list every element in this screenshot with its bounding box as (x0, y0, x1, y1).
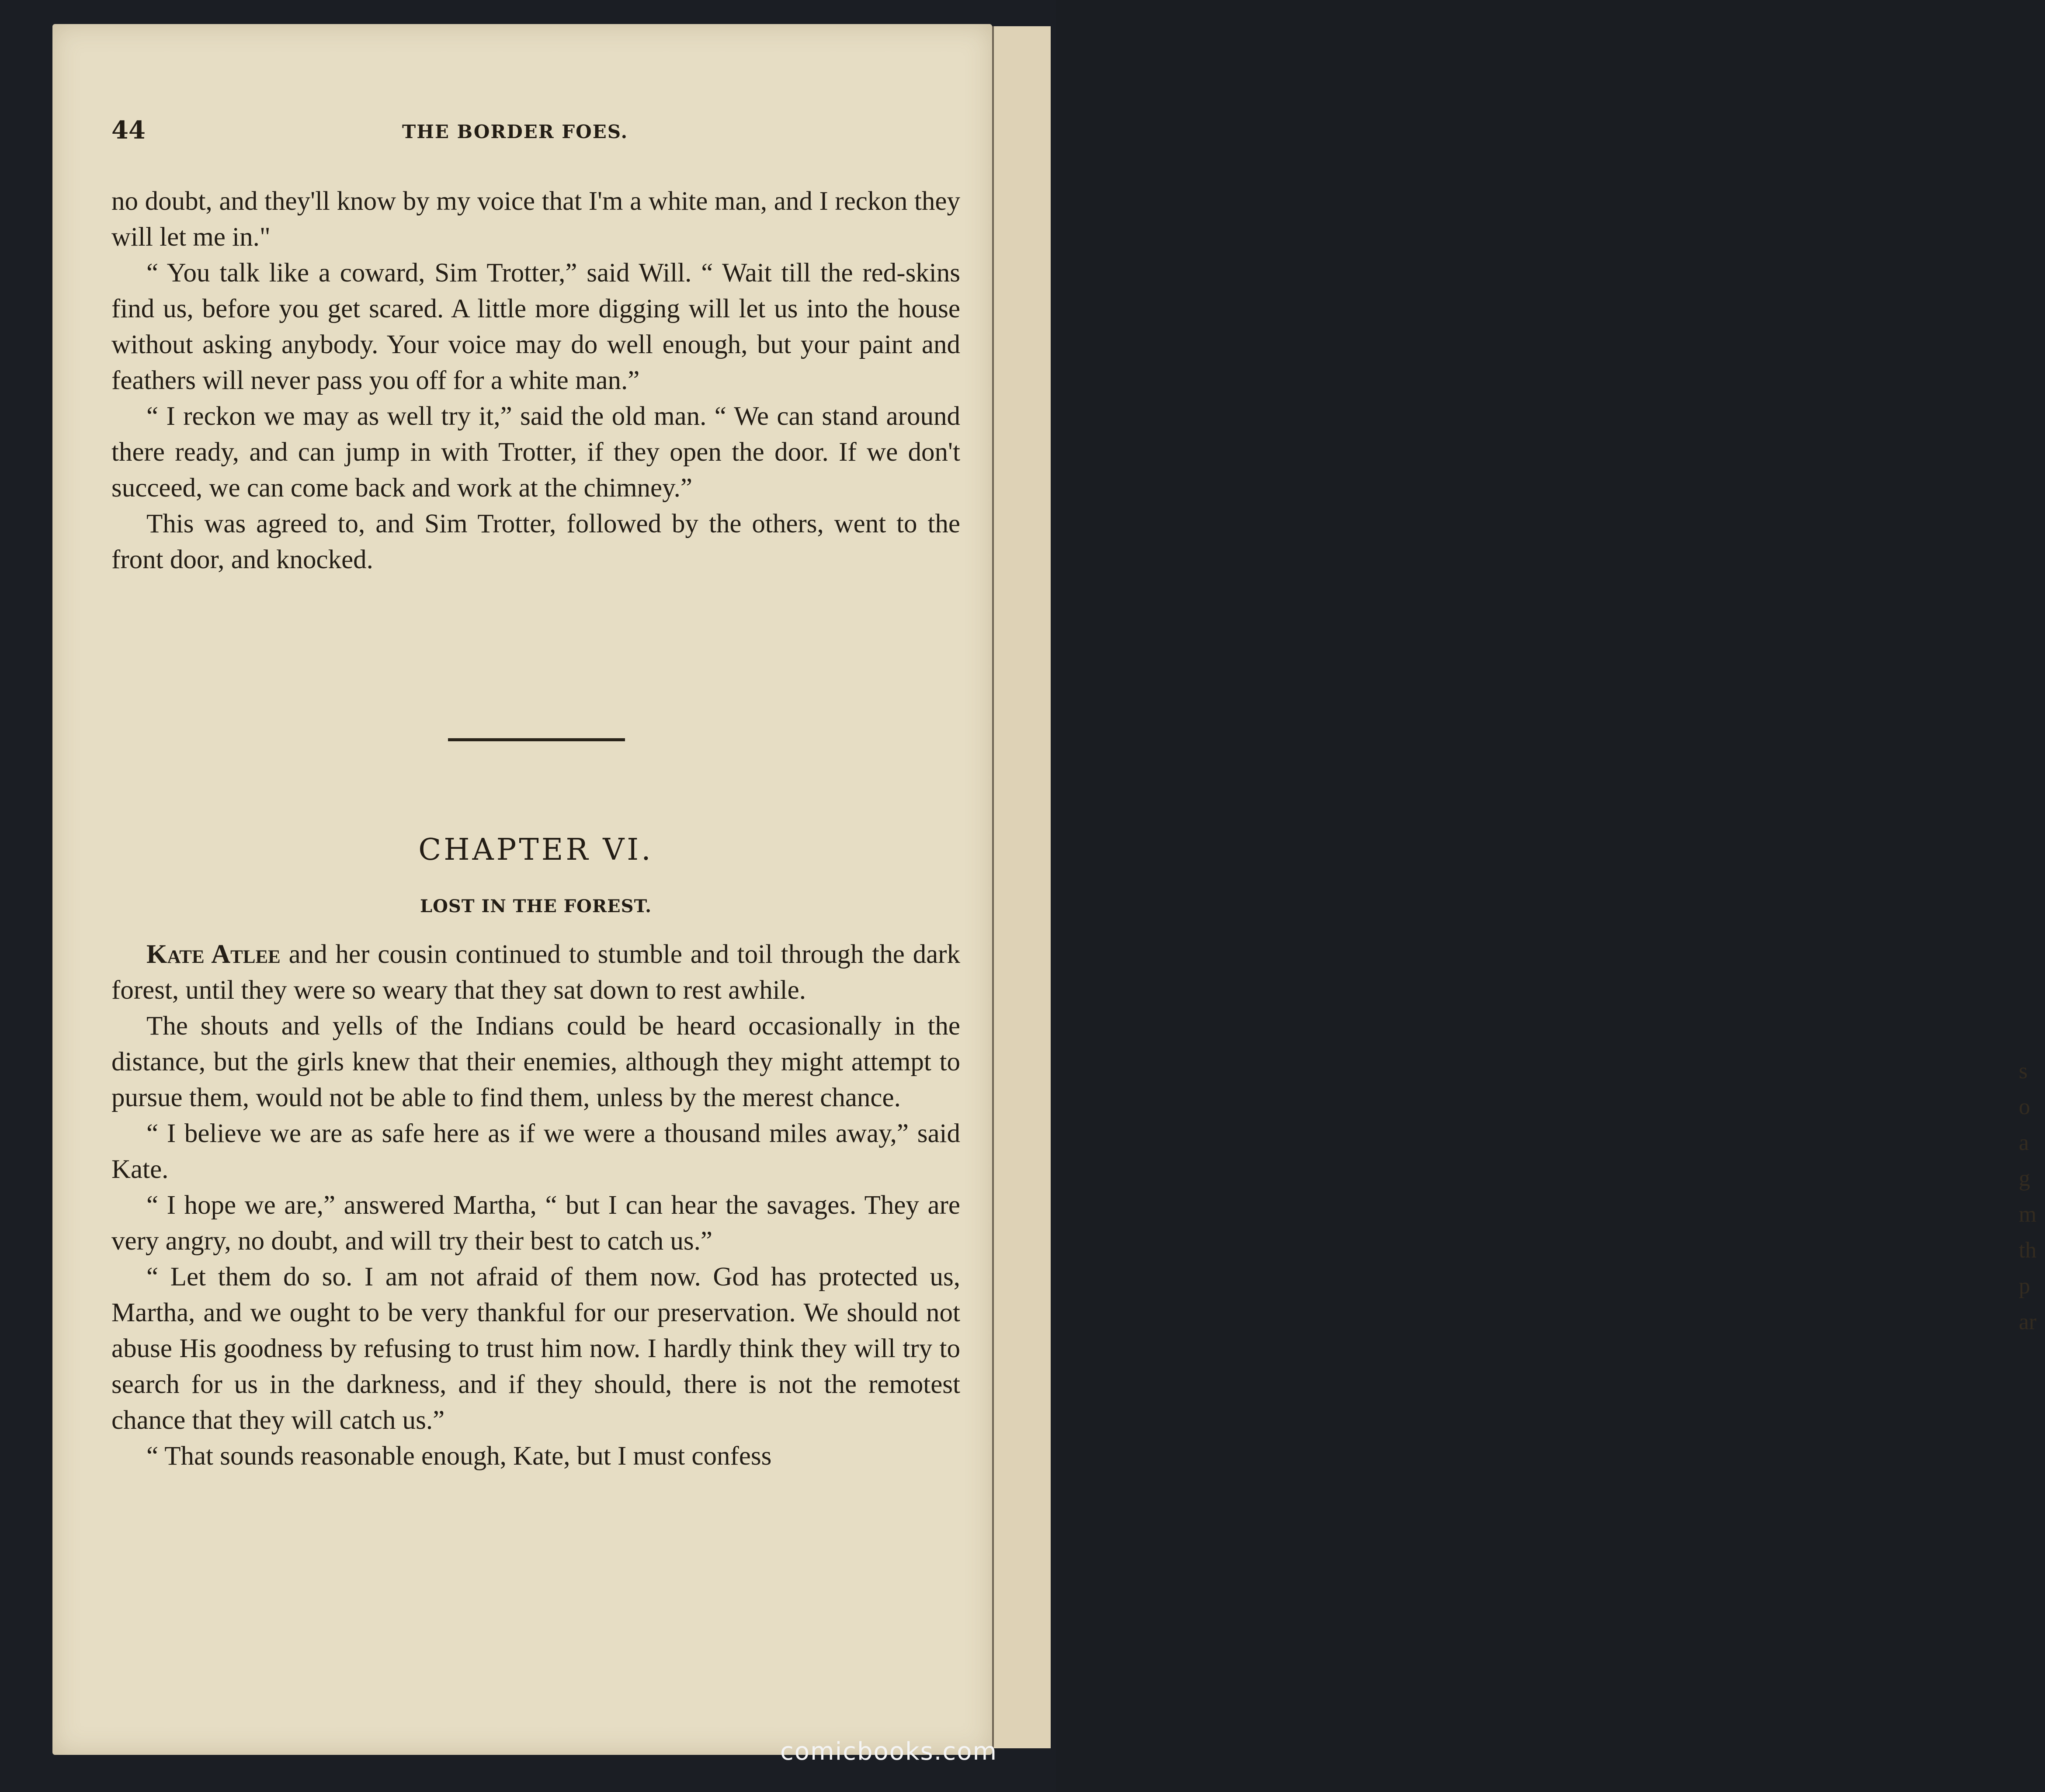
facing-page-letter: m (2019, 1202, 2037, 1227)
opening-text: and her cousin continued to stumble and toil through the dark forest, until they were so weary that they sat down to rest awhile. (111, 940, 960, 1005)
facing-page-letter: s (2019, 1059, 2028, 1084)
facing-page-letter: ar (2019, 1309, 2037, 1334)
facing-page-letter: th (2019, 1238, 2037, 1263)
chapter-heading: CHAPTER VI. (418, 833, 653, 867)
paragraph: “ I hope we are,” answered Martha, “ but I can hear the savages. They are very angry, no doubt, and will try their best to catch us.” (111, 1191, 960, 1256)
paragraph: no doubt, and they'll know by my voice that I'm a white man, and I reckon they will let me in." (111, 187, 960, 252)
facing-page-letter: a (2019, 1130, 2029, 1155)
facing-page-letter: o (2019, 1094, 2030, 1119)
running-head (111, 116, 964, 151)
paragraph: This was agreed to, and Sim Trotter, followed by the others, went to the front door, and knocked. (111, 509, 960, 574)
passage-after-chapter (111, 937, 960, 1474)
opening-name: Kate Atlee (146, 940, 281, 969)
paragraph: “ You talk like a coward, Sim Trotter,” said Will. “ Wait till the red-skins find us, before you get scared. A little more digging will let us into the house without asking anybody. Your voice may do well enough, but your paint and feathers will never pass you off for a white man.” (111, 258, 960, 395)
paragraph: The shouts and yells of the Indians could be heard occasionally in the distance, but the girls knew that their enemies, although they might attempt to pursue them, would not be able to find them, unless by the merest chance. (111, 1011, 960, 1112)
chapter-subtitle: LOST IN THE FOREST. (420, 896, 652, 917)
facing-page-edge (992, 26, 2037, 1748)
facing-page-letter: g (2019, 1166, 2030, 1191)
facing-page-letter: p (2019, 1274, 2030, 1299)
passage-before-chapter (111, 184, 960, 578)
facing-page-letters (2019, 1053, 2045, 1340)
paragraph: “ Let them do so. I am not afraid of them now. God has protected us, Martha, and we ought to be very thankful for our preservation. We should not abuse His goodness by refusing to trust him now. I hardly think they will try to search for us in the darkness, and if they should, there is not the remotest chance that they will catch us.” (111, 1262, 960, 1435)
paragraph: “ I believe we are as safe here as if we were a thousand miles away,” said Kate. (111, 1119, 960, 1184)
section-divider-rule (448, 738, 625, 741)
paragraph: “ That sounds reasonable enough, Kate, but I must confess (146, 1441, 772, 1471)
page-number: 44 (111, 116, 146, 145)
watermark: comicbooks.com (780, 1737, 998, 1766)
running-title: THE BORDER FOES. (402, 121, 628, 142)
opening-paragraph (111, 937, 960, 1008)
paragraph: “ I reckon we may as well try it,” said the old man. “ We can stand around there ready, and can jump in with Trotter, if they open the door. If we don't succeed, we can come back and work at the chimney.” (111, 402, 960, 503)
